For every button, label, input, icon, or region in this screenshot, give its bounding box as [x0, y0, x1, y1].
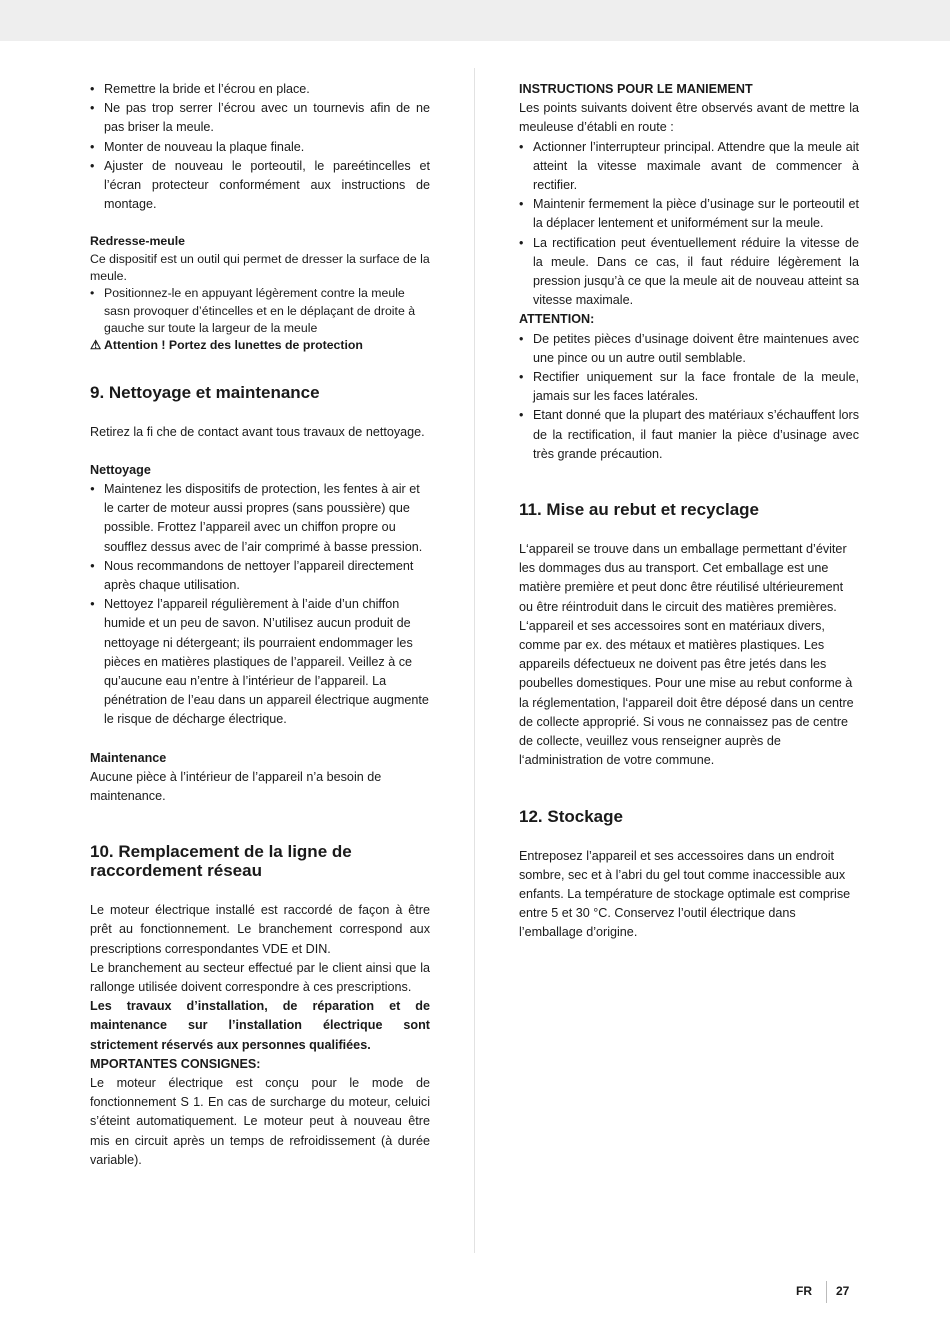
list-item: • Rectifier uniquement sur la face frontale de la meule, jamais sur les faces latérales. — [519, 368, 859, 406]
list-item: • Positionnez-le en appuyant légèrement contre la meule sasn provoquer d’étincelles et en le déplaçant de droite à gauche sur toute la largeur de la meule — [90, 285, 430, 337]
cleaning-intro: Retirez la fi che de contact avant tous travaux de nettoyage. — [90, 424, 425, 439]
section-12-text: Entreposez l’appareil et ses accessoires dans un endroit sombre, sec et à l’abri du gel tout comme inaccessible aux enfants. La température de stockage optimale est comprise entre 5 et 30 °C. Conservez l’outil électrique dans l’emballage d’origine. — [519, 848, 851, 940]
instructions-list — [519, 138, 859, 311]
list-item: ● Nous recommandons de nettoyer l’appareil directement après chaque utilisation. — [90, 557, 430, 595]
attention-heading: ATTENTION: — [519, 312, 595, 327]
section-10-title: 10. Remplacement de la ligne de raccordement réseau — [90, 842, 352, 881]
list-item: • Maintenir fermement la pièce d’usinage sur le porteoutil et la déplacer lentement et uniformément sur la meule. — [519, 195, 859, 233]
section-11-text: L‘appareil se trouve dans un emballage permettant d’éviter les dommages dus au transport. Cet emballage est une matière première et peut donc être réutilisé ultérieurement ou être réintroduit dans le circuit des matières premières. L‘appareil et ses accessoires sont en matériaux divers, comme par ex. des métaux et matières plastiques. Les appareils défectueux ne doivent pas être jetés dans les poubelles domestiques. Pour une mise au rebut conforme à la réglementation, l‘appareil doit être déposé dans un centre de collecte approprié. Si vous ne connaissez pas de centre de collecte, veuillez vous renseigner auprès de l‘administration de votre commune. — [519, 542, 854, 768]
maintenance-heading: Maintenance — [90, 750, 167, 765]
list-item: • Monter de nouveau la plaque finale. — [90, 138, 430, 157]
protection-warning — [90, 337, 430, 354]
section-12-title: 12. Stockage — [519, 806, 623, 826]
footer-divider — [826, 1281, 827, 1303]
footer-language: FR — [796, 1284, 812, 1298]
list-item: • Etant donné que la plupart des matériaux s’échauffent lors de la rectification, il faut manier la pièce d’usinage avec très grande précaution. — [519, 406, 859, 464]
section-10-p2: Le branchement au secteur effectué par le client ainsi que la rallonge utilisée doivent correspondre à ces prescriptions. — [90, 960, 430, 994]
warning-text: Attention ! Portez des lunettes de protection — [104, 338, 363, 353]
section-10-qualified-notice: Les travaux d’installation, de réparation et de maintenance sur l’installation électrique sont strictement réservés aux personnes qualifiées. — [90, 999, 430, 1052]
section-11-title: 11. Mise au rebut et recyclage — [519, 500, 760, 520]
column-divider — [474, 68, 475, 1253]
attention-list — [519, 330, 859, 464]
list-item: • De petites pièces d’usinage doivent être maintenues avec une pince ou un autre outil semblable. — [519, 330, 859, 368]
list-item: • Ajuster de nouveau le porteoutil, le pareétincelles et l’écran protecteur conformément aux instructions de montage. — [90, 157, 430, 215]
instructions-intro: Les points suivants doivent être observés avant de mettre la meuleuse d’établi en route : — [519, 101, 859, 135]
section-9-title: 9. Nettoyage et maintenance — [90, 382, 320, 402]
section-10-p4: Le moteur électrique est conçu pour le mode de fonctionnement S 1. En cas de surcharge du moteur, celuici s’éteint automatiquement. Le moteur peut à nouveau être mis en circuit après un temps de refroidissement (à durée variable). — [90, 1075, 430, 1167]
nettoyage-list — [90, 480, 430, 730]
page-number: 27 — [836, 1284, 850, 1298]
nettoyage-heading: Nettoyage — [90, 462, 151, 477]
top-bar — [0, 0, 950, 41]
redresse-heading: Redresse-meule — [90, 234, 186, 249]
list-item: ● Maintenez les dispositifs de protection, les fentes à air et le carter de moteur aussi propres (sans poussière) que possible. Frottez l’appareil avec un chiffon propre ou soufflez dessus avec de l’air comprimé à basse pression. — [90, 480, 430, 557]
list-item: • Remettre la bride et l’écrou en place. — [90, 80, 430, 99]
instructions-heading: INSTRUCTIONS POUR LE MANIEMENT — [519, 82, 753, 96]
list-item: • Ne pas trop serrer l’écrou avec un tournevis afin de ne pas briser la meule. — [90, 99, 430, 137]
right-column — [519, 80, 859, 943]
list-item: ● Nettoyez l’appareil régulièrement à l’aide d’un chiffon humide et un peu de savon. N’utilisez aucun produit de nettoyage ni détergeant; ils pourraient endommager les pièces en matières plastiques de l’appareil. Veillez à ce qu’aucune eau n’entre à l’intérieur de l’appareil. La pénétration de l’eau dans un appareil électrique augmente le risque de décharge électrique. — [90, 595, 430, 729]
redresse-text: Ce dispositif est un outil qui permet de dresser la surface de la meule. — [90, 251, 430, 284]
list-item: • Actionner l’interrupteur principal. Attendre que la meule ait atteint la vitesse maximale avant de commencer à rectifier. — [519, 138, 859, 196]
left-column — [90, 80, 430, 1170]
intro-bullet-list — [90, 80, 430, 214]
section-10-p1: Le moteur électrique installé est raccordé de façon à être prêt au fonctionnement. Le branchement correspond aux prescriptions correspondantes VDE et DIN. — [90, 903, 430, 956]
maintenance-text: Aucune pièce à l’intérieur de l’appareil n’a besoin de maintenance. — [90, 769, 382, 803]
warning-icon: ⚠ — [90, 338, 102, 353]
consignes-heading: MPORTANTES CONSIGNES: — [90, 1056, 261, 1071]
list-item: • La rectification peut éventuellement réduire la vitesse de la meule. Dans ce cas, il faut réduire légèrement la pression jusqu’à ce que la meule ait de nouveau atteint sa vitesse maximale. — [519, 234, 859, 311]
